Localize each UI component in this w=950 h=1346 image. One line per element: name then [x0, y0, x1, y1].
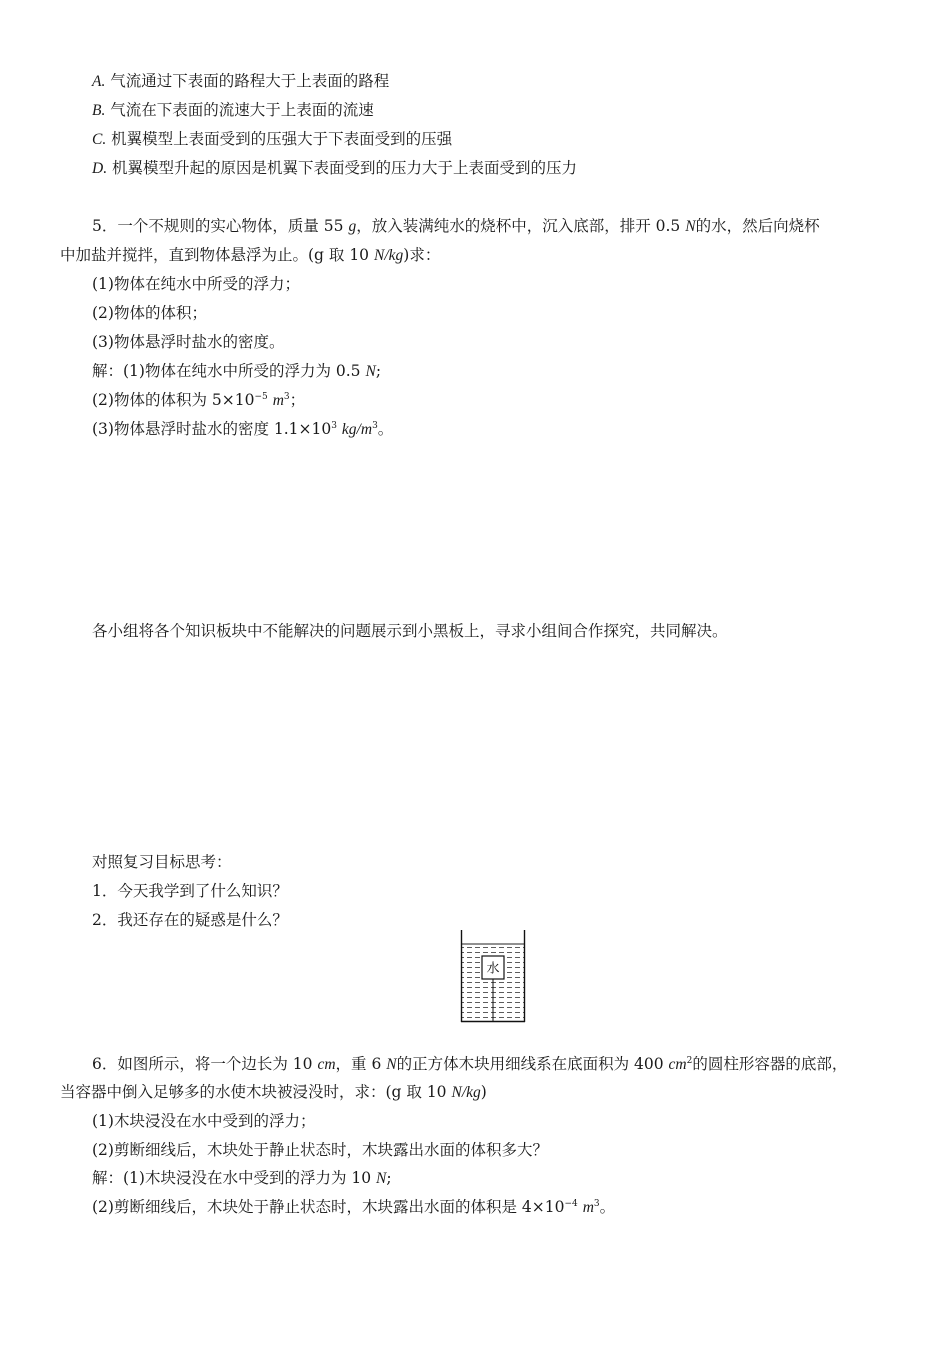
reflection-item: 1．今天我学到了什么知识？ [92, 882, 288, 900]
q5-stem-line2-a: 中加盐并搅拌，直到物体悬浮为止。(g 取 10 [60, 246, 374, 264]
group-exploration-text: 各小组将各个知识板块中不能解决的问题展示到小黑板上，寻求小组间合作探究，共同解决。 [92, 622, 728, 640]
q6-sol2-end: 。 [599, 1198, 616, 1216]
q6-stem-line2-a: 当容器中倒入足够多的水使木块被浸没时，求：(g 取 10 [60, 1083, 452, 1101]
q6-part-1: (1)木块浸没在水中受到的浮力； [92, 1112, 316, 1130]
unit-n: N [365, 363, 376, 380]
unit-exponent: 2 [686, 1056, 693, 1066]
option-letter: A. [92, 73, 106, 90]
unit-g: g [348, 218, 357, 235]
option-letter: B. [92, 102, 106, 119]
exponent: −4 [564, 1199, 578, 1209]
option-text: 气流在下表面的流速大于上表面的流速 [110, 101, 374, 119]
unit-m: m [582, 1199, 594, 1216]
unit-n: N [386, 1056, 397, 1073]
q6-sol2-text: (2)剪断细线后，木块处于静止状态时，木块露出水面的体积是 4×10 [92, 1198, 565, 1216]
q5-sol3-end: 。 [377, 420, 394, 438]
q5-stem-line2 [60, 245, 440, 266]
unit-cm2: cm [668, 1056, 687, 1073]
unit-n: N [685, 218, 696, 235]
q5-sol1-text: 解：(1)物体在纯水中所受的浮力为 0.5 [92, 362, 366, 380]
q5-solution-3 [92, 419, 393, 440]
q5-sol2-text: (2)物体的体积为 5×10 [92, 391, 255, 409]
unit-exponent: 3 [372, 421, 378, 431]
option-text: 机翼模型升起的原因是机翼下表面受到的压力大于上表面受到的压力 [112, 159, 578, 177]
option-text: 气流通过下表面的路程大于上表面的路程 [110, 72, 390, 90]
q5-stem-a: 一个不规则的实心物体，质量 55 [117, 217, 349, 235]
q6-stem-c: 的正方体木块用细线系在底面积为 400 [396, 1055, 669, 1073]
unit-kg-per-m: kg/m [341, 421, 373, 438]
unit-exponent: 3 [283, 392, 290, 402]
reflection-heading: 对照复习目标思考： [92, 853, 232, 871]
q6-solution-1 [92, 1168, 392, 1189]
q6-sol1-end: ; [386, 1169, 392, 1187]
q5-sol2-end: ； [289, 391, 306, 409]
unit-exponent: 3 [593, 1199, 600, 1209]
unit-cm: cm [317, 1056, 336, 1073]
q6-stem-line1 [92, 1054, 847, 1075]
q5-part-2: (2)物体的体积； [92, 304, 207, 322]
q6-stem-b: ，重 6 [335, 1055, 387, 1073]
option-a [92, 71, 389, 92]
option-text: 机翼模型上表面受到的压强大于下表面受到的压强 [111, 130, 453, 148]
q5-stem-line2-b: )求： [403, 246, 441, 264]
question-number: 5． [92, 217, 118, 235]
q6-sol1-text: 解：(1)木块浸没在水中受到的浮力为 10 [92, 1169, 377, 1187]
q6-stem-a: 如图所示，将一个边长为 10 [117, 1055, 318, 1073]
question-number: 6． [92, 1055, 118, 1073]
q6-stem-line2 [60, 1082, 487, 1103]
exponent: −5 [254, 392, 268, 402]
q6-solution-2 [92, 1197, 615, 1218]
option-letter: D. [92, 160, 108, 177]
block-label: 水 [486, 961, 500, 977]
option-b [92, 100, 374, 121]
unit-n-per-kg: N/kg [451, 1084, 481, 1101]
q6-stem-line2-b: ) [480, 1083, 487, 1101]
unit-n-per-kg: N/kg [373, 247, 404, 264]
reflection-item: 2．我还存在的疑惑是什么？ [92, 911, 288, 929]
q6-part-2: (2)剪断细线后，木块处于静止状态时，木块露出水面的体积多大？ [92, 1141, 548, 1159]
q5-part-1: (1)物体在纯水中所受的浮力； [92, 275, 300, 293]
exponent: 3 [331, 421, 337, 431]
option-d [92, 158, 577, 179]
q5-solution-1 [92, 361, 381, 382]
q5-stem-line1 [92, 216, 820, 237]
option-letter: C. [92, 131, 107, 148]
q5-sol3-text: (3)物体悬浮时盐水的密度 1.1×10 [92, 420, 332, 438]
q5-sol1-end: ; [375, 362, 382, 380]
unit-n: N [376, 1170, 387, 1187]
q5-solution-2 [92, 390, 305, 411]
q6-stem-d: 的圆柱形容器的底部， [692, 1055, 848, 1073]
q5-stem-b: ，放入装满纯水的烧杯中，沉入底部，排开 0.5 [356, 217, 686, 235]
container-figure [458, 930, 528, 1024]
option-c [92, 129, 452, 150]
q5-stem-c: 的水，然后向烧杯 [695, 217, 820, 235]
q5-part-3: (3)物体悬浮时盐水的密度。 [92, 333, 285, 351]
unit-m: m [272, 392, 284, 409]
